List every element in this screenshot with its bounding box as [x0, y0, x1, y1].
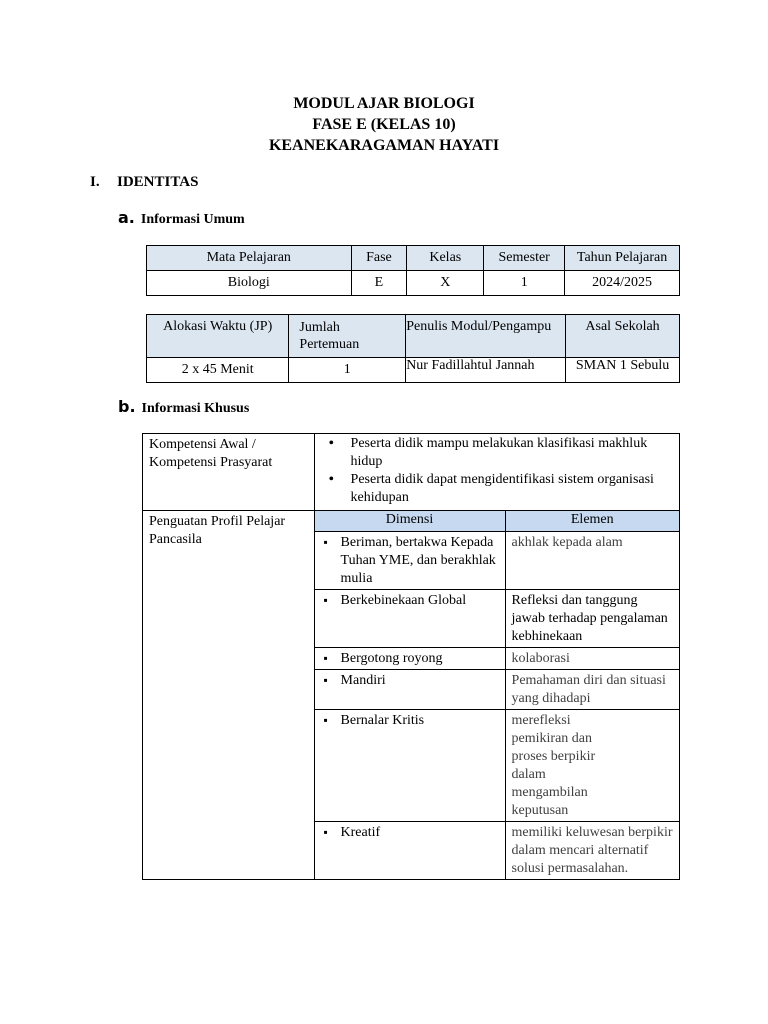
subsection-informasi-umum — [118, 208, 245, 228]
elemen-cell: akhlak kepada alam — [505, 532, 679, 590]
section-identitas-heading — [90, 174, 198, 191]
doc-title-line1: MODUL AJAR BIOLOGI — [293, 95, 475, 112]
table-row — [143, 511, 680, 880]
subsection-label: Informasi Khusus — [141, 401, 250, 416]
specific-info-table — [142, 433, 680, 880]
table-header-row — [147, 315, 680, 358]
table-cell: 1 — [484, 271, 565, 296]
header-cell: Alokasi Waktu (JP) — [147, 315, 289, 358]
header-cell: Asal Sekolah — [566, 315, 680, 358]
identity-table-general — [146, 245, 680, 296]
list-item: • Peserta didik dapat mengidentifikasi sistem organisasi kehidupan — [321, 471, 673, 507]
table-row — [147, 271, 680, 296]
header-cell: Fase — [351, 246, 407, 271]
table-row — [143, 434, 680, 511]
table-cell: 2 x 45 Menit — [147, 358, 289, 383]
table-cell: SMAN 1 Sebulu — [566, 358, 680, 383]
table-row — [315, 648, 679, 670]
dimensi-cell: ▪ Mandiri — [315, 670, 506, 710]
table-cell: 1 — [289, 358, 406, 383]
doc-title-line3: KEANEKARAGAMAN HAYATI — [268, 137, 500, 154]
section-label: IDENTITAS — [117, 174, 199, 190]
table-header-row — [147, 246, 680, 271]
elemen-cell: Refleksi dan tanggung jawab terhadap pengalaman kebhinekaan — [505, 590, 679, 648]
profil-label: Penguatan Profil Pelajar Pancasila — [143, 511, 315, 880]
dimensi-cell: ▪ Beriman, bertakwa Kepada Tuhan YME, dan berakhlak mulia — [315, 532, 506, 590]
header-cell: Kelas — [407, 246, 484, 271]
kompetensi-content — [314, 434, 679, 511]
header-cell: Penulis Modul/Pengampu — [406, 315, 566, 358]
subsection-label: Informasi Umum — [140, 212, 245, 227]
list-item: • Peserta didik mampu melakukan klasifikasi makhluk hidup — [321, 435, 673, 471]
table-cell: Biologi — [147, 271, 352, 296]
subsection-letter: b. — [118, 397, 136, 416]
dimensi-cell: ▪ Bernalar Kritis — [315, 710, 506, 822]
elemen-cell: kolaborasi — [505, 648, 679, 670]
elemen-cell: merefleksi pemikiran dan proses berpikir dalam mengambilan keputusan — [505, 710, 679, 822]
header-cell: Elemen — [505, 511, 679, 532]
profil-content — [314, 511, 679, 880]
elemen-cell: memiliki keluwesan berpikir dalam mencari alternatif solusi permasalahan. — [505, 822, 679, 880]
table-cell: Nur Fadillahtul Jannah — [406, 358, 566, 383]
table-cell: X — [407, 271, 484, 296]
section-number: I. — [90, 174, 100, 190]
identity-table-allocation — [146, 314, 680, 383]
table-row — [315, 710, 679, 822]
table-cell: E — [351, 271, 407, 296]
table-row — [147, 358, 680, 383]
dimensi-cell: ▪ Berkebinekaan Global — [315, 590, 506, 648]
table-row — [315, 822, 679, 880]
dimensi-elemen-table — [315, 511, 679, 879]
table-row — [315, 590, 679, 648]
table-cell: 2024/2025 — [565, 271, 680, 296]
dimensi-cell: ▪ Kreatif — [315, 822, 506, 880]
header-cell: Mata Pelajaran — [147, 246, 352, 271]
subsection-informasi-khusus — [118, 397, 249, 417]
subsection-letter: a. — [118, 208, 135, 227]
kompetensi-label: Kompetensi Awal / Kompetensi Prasyarat — [143, 434, 315, 511]
header-cell: Semester — [484, 246, 565, 271]
header-cell: Tahun Pelajaran — [565, 246, 680, 271]
header-cell: Jumlah Pertemuan — [289, 315, 406, 358]
table-row — [315, 670, 679, 710]
doc-title-line2: FASE E (KELAS 10) — [312, 116, 456, 133]
dimensi-cell: ▪ Bergotong royong — [315, 648, 506, 670]
elemen-cell: Pemahaman diri dan situasi yang dihadapi — [505, 670, 679, 710]
table-row — [315, 532, 679, 590]
header-cell: Dimensi — [315, 511, 506, 532]
table-header-row — [315, 511, 679, 532]
